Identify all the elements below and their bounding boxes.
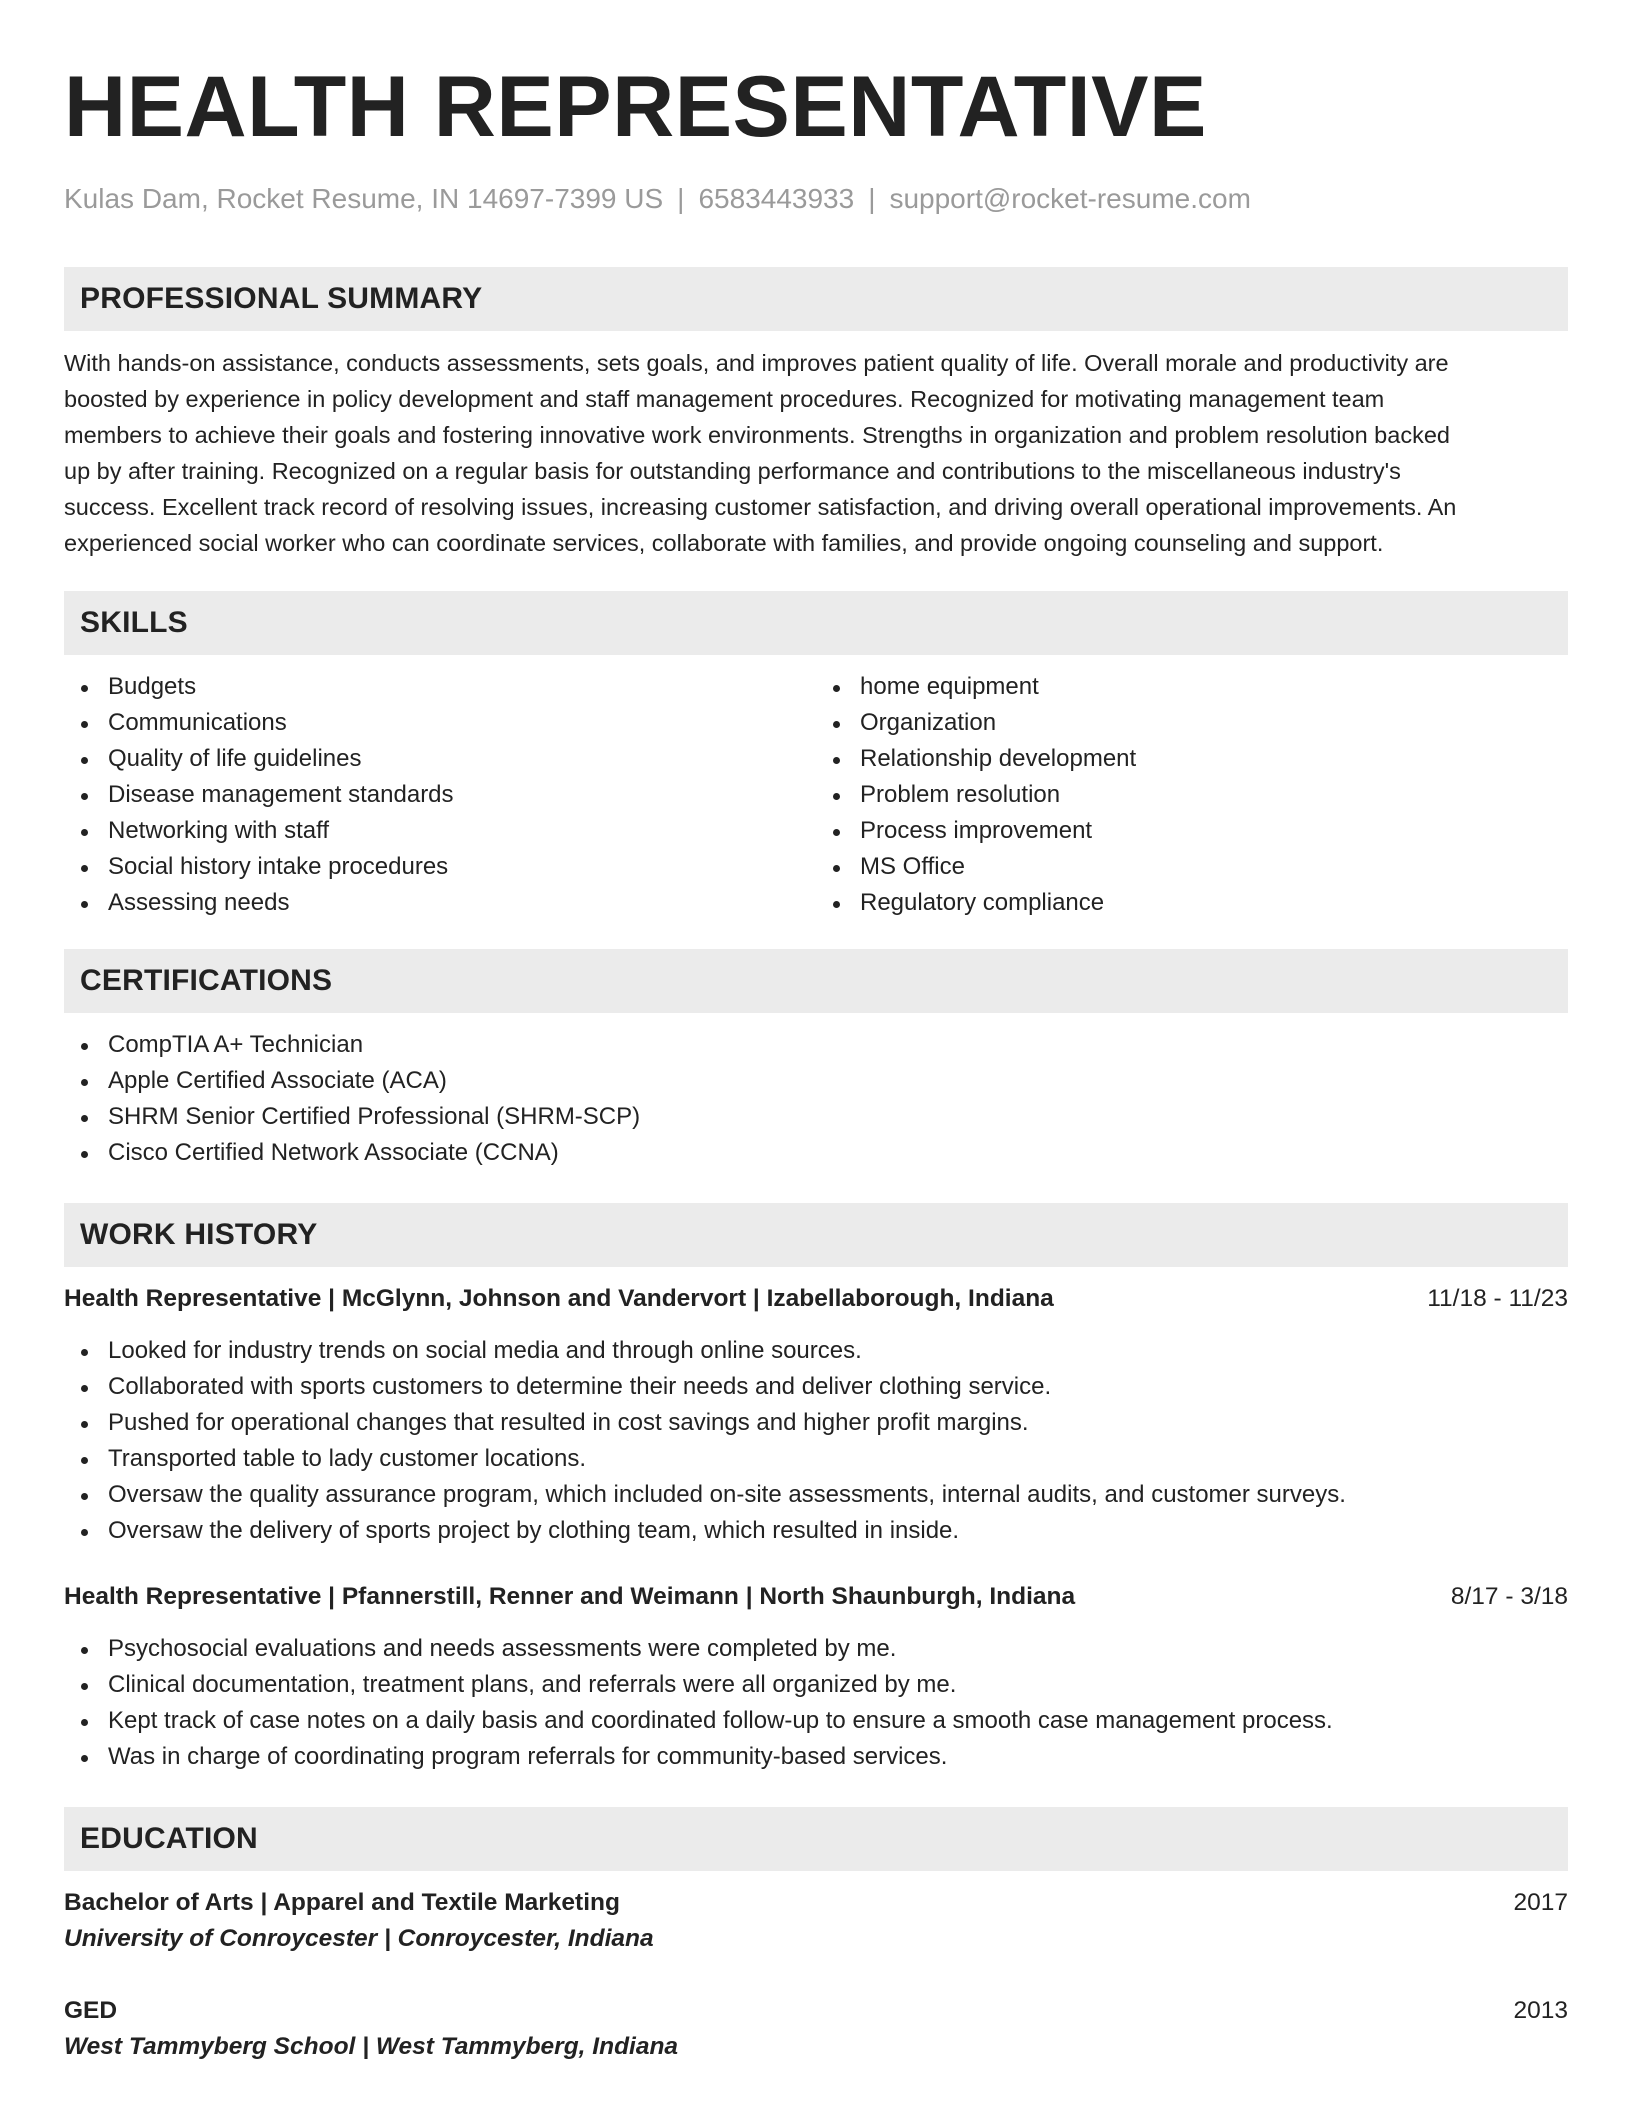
job-bullet: Was in charge of coordinating program referrals for community-based services. [64,1739,1568,1775]
skill-item: Networking with staff [64,813,816,849]
job-entry [64,1281,1568,1549]
job-bullet: Oversaw the delivery of sports project by clothing team, which resulted in inside. [64,1513,1568,1549]
section-header-work-history: WORK HISTORY [64,1203,1568,1267]
summary-line: boosted by experience in policy development and staff management procedures. Recognized for motivating management team [64,385,1385,412]
skills-column-right [816,669,1568,921]
skill-item: Assessing needs [64,885,816,921]
job-bullet: Looked for industry trends on social media and through online sources. [64,1333,1568,1369]
job-title: Health Representative | Pfannerstill, Renner and Weimann | North Shaunburgh, Indiana [64,1582,1076,1610]
certification-item: Cisco Certified Network Associate (CCNA) [64,1135,1568,1171]
skill-item: Quality of life guidelines [64,741,816,777]
skill-item: Budgets [64,669,816,705]
job-header [64,1281,1568,1317]
skill-item: Problem resolution [816,777,1568,813]
education-year: 2017 [1513,1888,1568,1916]
job-bullet: Collaborated with sports customers to determine their needs and deliver clothing service. [64,1369,1568,1405]
contact-address: Kulas Dam, Rocket Resume, IN 14697-7399 US [64,183,664,214]
skills-list [64,669,1568,921]
job-header [64,1579,1568,1615]
skill-item: Disease management standards [64,777,816,813]
job-bullet: Oversaw the quality assurance program, which included on-site assessments, internal audits, and customer surveys. [64,1477,1568,1513]
skill-item: Social history intake procedures [64,849,816,885]
summary-text [64,345,1568,561]
job-bullets [64,1333,1568,1549]
section-header-certifications: CERTIFICATIONS [64,949,1568,1013]
education-school: University of Conroycester | Conroycester, Indiana [64,1924,654,1952]
job-bullet: Transported table to lady customer locations. [64,1441,1568,1477]
skills-column-left [64,669,816,921]
job-title: Health Representative | McGlynn, Johnson and Vandervort | Izabellaborough, Indiana [64,1284,1054,1312]
education-header [64,1993,1568,2029]
job-bullet: Psychosocial evaluations and needs assessments were completed by me. [64,1631,1568,1667]
contact-separator: | [677,183,685,214]
contact-phone: 6583443933 [698,183,855,214]
education-school: West Tammyberg School | West Tammyberg, Indiana [64,2032,679,2060]
job-bullets [64,1631,1568,1775]
education-entry [64,1885,1568,1957]
education-year: 2013 [1513,1996,1568,2024]
job-dates: 8/17 - 3/18 [1450,1582,1568,1610]
skill-item: home equipment [816,669,1568,705]
contact-email[interactable]: support@rocket-resume.com [889,183,1251,214]
summary-line: success. Excellent track record of resolving issues, increasing customer satisfaction, and driving overall operational improvements. An [64,493,1457,520]
education-degree: Bachelor of Arts | Apparel and Textile Marketing [64,1888,620,1916]
candidate-name: HEALTH REPRESENTATIVE [64,59,1207,155]
job-dates: 11/18 - 11/23 [1427,1284,1568,1312]
certification-item: SHRM Senior Certified Professional (SHRM-SCP) [64,1099,1568,1135]
contact-line [64,182,1568,216]
job-bullet: Kept track of case notes on a daily basis and coordinated follow-up to ensure a smooth case management process. [64,1703,1568,1739]
summary-line: experienced social worker who can coordinate services, collaborate with families, and provide ongoing counseling and support. [64,529,1384,556]
education-header [64,1885,1568,1921]
summary-line: up by after training. Recognized on a regular basis for outstanding performance and contributions to the miscellaneous industry's [64,457,1401,484]
skill-item: Process improvement [816,813,1568,849]
education-entry [64,1993,1568,2065]
job-bullet: Clinical documentation, treatment plans, and referrals were all organized by me. [64,1667,1568,1703]
education-degree: GED [64,1996,118,2024]
skill-item: Regulatory compliance [816,885,1568,921]
job-entry [64,1579,1568,1775]
section-header-skills: SKILLS [64,591,1568,655]
summary-line: With hands-on assistance, conducts assessments, sets goals, and improves patient quality of life. Overall morale and productivity are [64,349,1449,376]
job-bullet: Pushed for operational changes that resulted in cost savings and higher profit margins. [64,1405,1568,1441]
certification-item: CompTIA A+ Technician [64,1027,1568,1063]
certification-item: Apple Certified Associate (ACA) [64,1063,1568,1099]
section-header-education: EDUCATION [64,1807,1568,1871]
contact-separator: | [868,183,876,214]
certifications-list [64,1027,1568,1171]
skill-item: MS Office [816,849,1568,885]
skill-item: Communications [64,705,816,741]
skill-item: Relationship development [816,741,1568,777]
summary-line: members to achieve their goals and fostering innovative work environments. Strengths in organization and problem resolution backed [64,421,1450,448]
section-header-summary: PROFESSIONAL SUMMARY [64,267,1568,331]
skill-item: Organization [816,705,1568,741]
